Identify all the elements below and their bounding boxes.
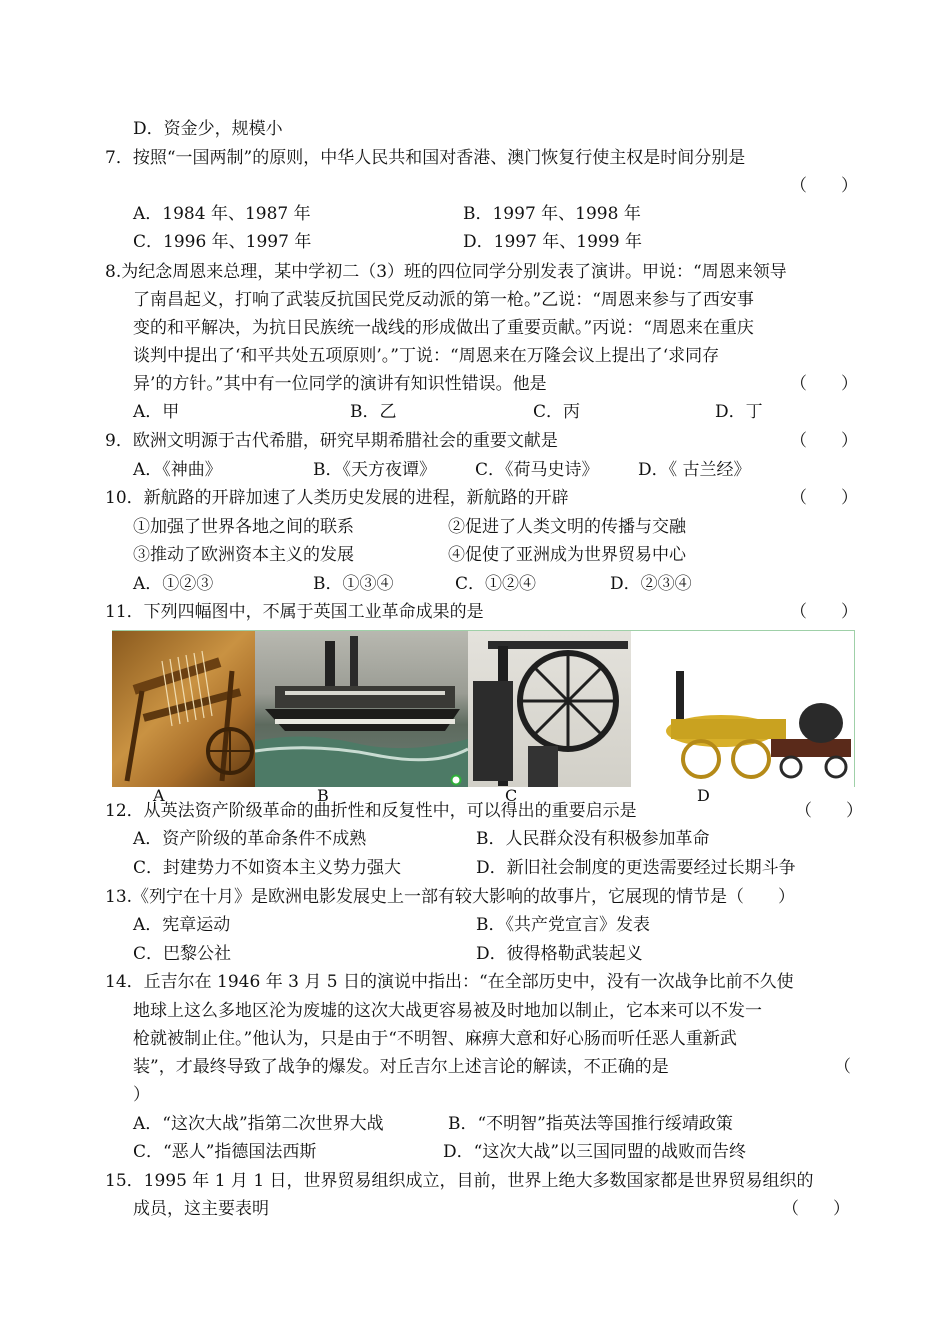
q6-option-d: D．资金少，规模小	[133, 119, 283, 139]
q8-stem-line-5: 异’的方针。”其中有一位同学的演讲有知识性错误。他是	[133, 374, 547, 394]
q9-option-c: C．《荷马史诗》	[475, 460, 599, 480]
q7-stem: 7．按照“一国两制”的原则，中华人民共和国对香港、澳门恢复行使主权是时间分别是	[105, 148, 746, 168]
picture-d-label: D	[697, 786, 710, 805]
steamboat-icon	[255, 631, 468, 787]
q11-answer-blank[interactable]: （ ）	[790, 602, 858, 622]
q8-stem-line-3: 变的和平解决，为抗日民族统一战线的形成做出了重要贡献。”丙说：“周恩来在重庆	[133, 318, 754, 338]
q7-answer-blank[interactable]: （ ）	[790, 176, 858, 196]
locomotive-icon	[631, 631, 854, 787]
q14-option-b: B．“不明智”指英法等国推行绥靖政策	[448, 1114, 733, 1134]
q14-stem-line-1: 14．丘吉尔在 1946 年 3 月 5 日的演说中指出：“在全部历史中，没有一次战争比前不久使	[105, 972, 794, 992]
q10-statement-4: ④促使了亚洲成为世界贸易中心	[448, 545, 686, 565]
q8-stem-line-4: 谈判中提出了‘和平共处五项原则’。”丁说：“周恩来在万隆会议上提出了‘求同存	[133, 346, 720, 366]
q9-option-a: A．《神曲》	[133, 460, 222, 480]
q14-stem-line-2: 地球上这么多地区沦为废墟的这次大战更容易被及时地加以制止，它本来可以不发一	[133, 1001, 762, 1021]
picture-a-label: A	[153, 786, 165, 805]
picture-a	[112, 631, 255, 787]
q11-picture-strip	[112, 630, 855, 787]
q12-option-b: B．人民群众没有积极参加革命	[476, 829, 710, 849]
q13-option-a: A．宪章运动	[133, 915, 231, 935]
q15-stem-line-1: 15．1995 年 1 月 1 日，世界贸易组织成立，目前，世界上绝大多数国家都是世界贸易组织的	[105, 1171, 814, 1191]
q14-answer-blank-open[interactable]: （	[834, 1057, 851, 1077]
q9-option-b: B．《天方夜谭》	[313, 460, 436, 480]
q12-option-a: A．资产阶级的革命条件不成熟	[133, 829, 367, 849]
q12-option-c: C．封建势力不如资本主义势力强大	[133, 858, 402, 878]
q8-option-c: C．丙	[533, 402, 581, 422]
q10-statement-1: ①加强了世界各地之间的联系	[133, 517, 354, 537]
q15-answer-blank[interactable]: （ ）	[782, 1199, 850, 1219]
q12-stem: 12．从英法资产阶级革命的曲折性和反复性中，可以得出的重要启示是	[105, 801, 637, 821]
q8-option-b: B．乙	[350, 402, 397, 422]
q11-stem: 11．下列四幅图中，不属于英国工业革命成果的是	[105, 602, 484, 622]
q8-answer-blank[interactable]: （ ）	[790, 374, 858, 394]
spinning-jenny-icon	[112, 631, 255, 787]
q7-option-b: B．1997 年、1998 年	[463, 204, 641, 224]
q10-answer-blank[interactable]: （ ）	[790, 488, 858, 508]
q12-option-d: D．新旧社会制度的更迭需要经过长期斗争	[476, 858, 796, 878]
picture-c	[468, 631, 631, 787]
selection-handle-icon[interactable]	[450, 774, 462, 786]
q14-stem-line-4: 装”，才最终导致了战争的爆发。对丘吉尔上述言论的解读，不正确的是	[133, 1057, 669, 1077]
q10-stem: 10．新航路的开辟加速了人类历史发展的进程，新航路的开辟	[105, 488, 569, 508]
q10-statement-2: ②促进了人类文明的传播与交融	[448, 517, 686, 537]
q13-option-c: C．巴黎公社	[133, 944, 232, 964]
q7-option-c: C．1996 年、1997 年	[133, 232, 312, 252]
q15-stem-line-2: 成员，这主要表明	[133, 1199, 269, 1219]
picture-d	[631, 631, 854, 787]
picture-b	[255, 631, 468, 787]
q10-option-c: C．①②④	[455, 574, 537, 594]
q10-option-a: A．①②③	[133, 574, 214, 594]
q9-option-d: D．《 古兰经》	[638, 460, 751, 480]
q14-option-c: C．“恶人”指德国法西斯	[133, 1142, 317, 1162]
q13-stem: 13.《列宁在十月》是欧洲电影发展史上一部有较大影响的故事片，它展现的情节是（ ）	[105, 887, 796, 907]
q14-stem-line-3: 枪就被制止住。”他认为，只是由于“不明智、麻痹大意和好心肠而听任恶人重新武	[133, 1029, 737, 1049]
q14-answer-blank-close: ）	[133, 1085, 150, 1105]
q8-stem-line-2: 了南昌起义，打响了武装反抗国民党反动派的第一枪。”乙说：“周恩来参与了西安事	[133, 290, 754, 310]
q9-answer-blank[interactable]: （ ）	[790, 431, 858, 451]
q7-option-d: D．1997 年、1999 年	[463, 232, 642, 252]
q10-option-d: D．②③④	[610, 574, 692, 594]
q7-option-a: A．1984 年、1987 年	[133, 204, 311, 224]
q14-option-a: A．“这次大战”指第二次世界大战	[133, 1114, 384, 1134]
q8-option-d: D．丁	[715, 402, 763, 422]
q14-option-d: D．“这次大战”以三国同盟的战败而告终	[443, 1142, 747, 1162]
q13-option-d: D．彼得格勒武装起义	[476, 944, 643, 964]
q10-option-b: B．①③④	[313, 574, 394, 594]
q13-option-b: B．《共产党宣言》发表	[476, 915, 650, 935]
picture-b-label: B	[317, 786, 329, 805]
q8-option-a: A．甲	[133, 402, 180, 422]
q8-stem-line-1: 8.为纪念周恩来总理，某中学初二（3）班的四位同学分别发表了演讲。甲说：“周恩来领导	[105, 262, 787, 282]
q9-stem: 9．欧洲文明源于古代希腊，研究早期希腊社会的重要文献是	[105, 431, 558, 451]
steam-engine-icon	[468, 631, 631, 787]
q12-answer-blank[interactable]: （ ）	[795, 801, 863, 821]
picture-c-label: C	[505, 786, 518, 805]
q10-statement-3: ③推动了欧洲资本主义的发展	[133, 545, 354, 565]
